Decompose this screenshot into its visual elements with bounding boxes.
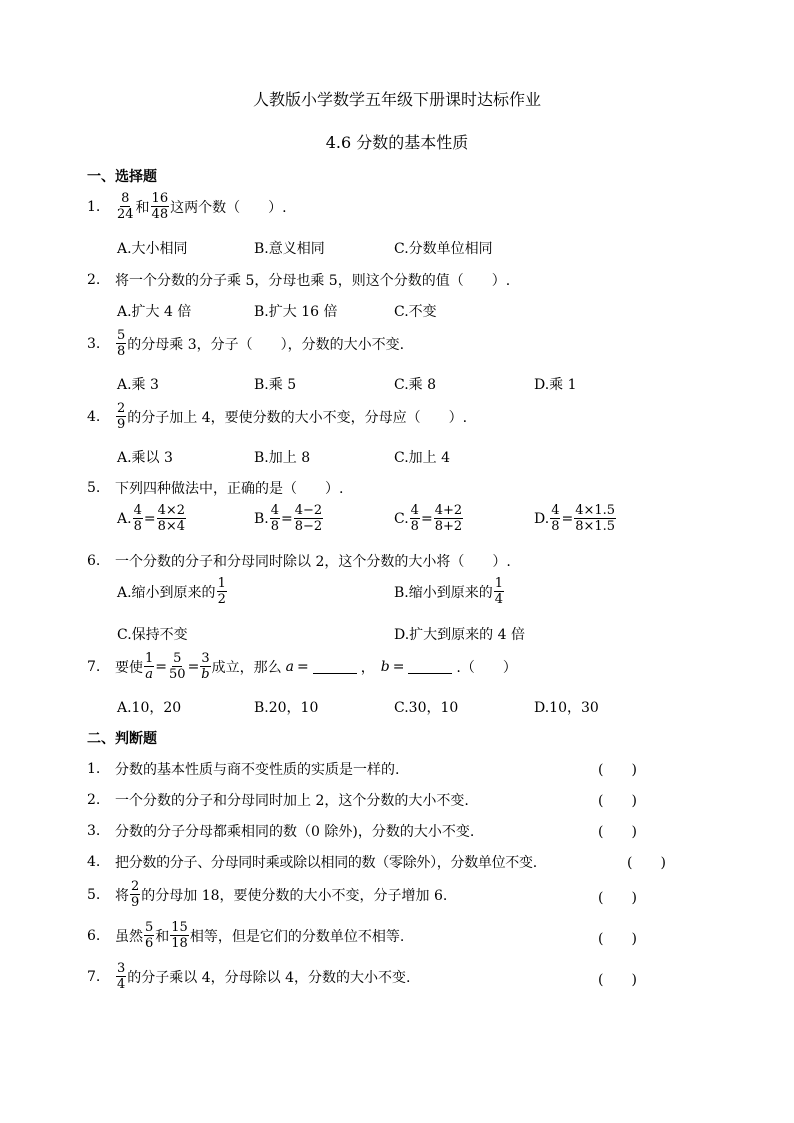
option-d: D.乘 1: [534, 377, 577, 393]
equals-sign: =: [143, 510, 156, 527]
answer-paren[interactable]: ( ): [627, 855, 666, 871]
question-text: 和: [135, 199, 150, 216]
option-b: [254, 503, 324, 534]
option-c: C.保持不变: [117, 627, 188, 643]
question-number: 6.: [87, 927, 101, 944]
denominator: 18: [171, 936, 188, 951]
judgement-2: [87, 790, 469, 810]
numerator: 4: [270, 503, 280, 518]
fraction: [116, 961, 126, 992]
fraction: [217, 576, 227, 607]
option-b: B.20，10: [254, 700, 319, 716]
denominator: b: [201, 667, 210, 682]
judgement-3: [87, 821, 474, 841]
page-title: 人教版小学数学五年级下册课时达标作业: [252, 90, 541, 109]
equals-sign: =: [561, 510, 574, 527]
numerator: 4×1.5: [575, 503, 616, 518]
fraction: [151, 191, 170, 222]
numerator: 1: [145, 651, 154, 666]
question-text: 相等，但是它们的分数单位不相等.: [189, 928, 405, 945]
fraction: [294, 503, 323, 534]
numerator: 3: [117, 961, 126, 976]
numerator: 16: [151, 191, 169, 206]
answer-blank-a[interactable]: [313, 659, 357, 674]
question-text: 虽然: [115, 928, 143, 945]
variable-b: b: [380, 658, 390, 675]
question-text: .（ ）: [456, 659, 517, 676]
fraction: [434, 503, 463, 534]
section-heading-choice: 一、选择题: [87, 169, 157, 185]
denominator: 4: [494, 592, 504, 607]
option-d: [534, 503, 617, 534]
question-number: 4.: [87, 408, 101, 425]
judgement-5: [87, 879, 447, 910]
numerator: 4: [551, 503, 560, 518]
denominator: 8: [551, 519, 560, 534]
equals-sign: =: [155, 658, 168, 675]
numerator: 8: [121, 191, 130, 206]
numerator: 3: [201, 651, 210, 666]
question-text: 要使: [115, 659, 143, 676]
question-text: 把分数的分子、分母同时乘或除以相同的数（零除外），分数单位不变.: [115, 855, 537, 871]
variable-a: a: [285, 658, 294, 675]
option-a: A.10，20: [117, 700, 182, 716]
question-text: 成立，那么: [211, 659, 282, 676]
question-text: 这两个数（ ）.: [170, 199, 287, 216]
question-text: 的分子乘以 4，分母除以 4，分数的大小不变.: [127, 969, 411, 986]
question-number: 5.: [87, 480, 101, 496]
option-label: B.: [254, 510, 269, 527]
fraction: [116, 328, 126, 359]
judgement-1: [87, 759, 399, 779]
option-label: D.: [534, 510, 550, 527]
denominator: 8: [117, 344, 126, 359]
answer-blank-b[interactable]: [408, 659, 452, 674]
denominator: 8: [410, 519, 419, 534]
option-a: A.扩大 4 倍: [117, 304, 192, 320]
question-text: 下列四种做法中，正确的是（ ）.: [115, 481, 344, 497]
option-b: B.意义相同: [254, 241, 325, 257]
numerator: 2: [117, 401, 126, 416]
denominator: 9: [117, 417, 126, 432]
question-number: 4.: [87, 854, 101, 870]
denominator: 4: [117, 977, 126, 992]
question-number: 7.: [87, 968, 101, 985]
fraction: [144, 651, 154, 682]
fraction: [550, 503, 560, 534]
section-heading-judgement: 二、判断题: [87, 731, 157, 747]
question-number: 2.: [87, 272, 101, 288]
fraction: [494, 576, 504, 607]
judgement-7: [87, 961, 410, 992]
denominator: 48: [151, 207, 169, 222]
numerator: 4×2: [157, 503, 186, 518]
option-text: A.缩小到原来的: [117, 584, 216, 601]
fraction: [168, 651, 187, 682]
denominator: 8: [133, 519, 142, 534]
option-b: [394, 576, 505, 607]
numerator: 5: [145, 920, 154, 935]
denominator: a: [145, 667, 154, 682]
numerator: 4+2: [434, 503, 463, 518]
option-d: D.10，30: [534, 700, 599, 716]
option-a: [117, 503, 187, 534]
option-b: B.扩大 16 倍: [254, 304, 338, 320]
fraction: [170, 920, 189, 951]
option-a: [117, 576, 228, 607]
denominator: 8+2: [434, 519, 463, 534]
question-text: 一个分数的分子和分母同时除以 2，这个分数的大小将（ ）.: [115, 554, 511, 570]
fraction: [574, 503, 616, 534]
denominator: 50: [169, 667, 186, 682]
numerator: 1: [494, 576, 504, 591]
numerator: 15: [171, 920, 188, 935]
fraction: [270, 503, 280, 534]
question-number: 3.: [87, 823, 101, 839]
question-text: 分数的分子分母都乘相同的数（0 除外)，分数的大小不变.: [115, 824, 475, 840]
fraction: [410, 503, 420, 534]
option-c: C.分数单位相同: [394, 241, 493, 257]
question-number: 3.: [87, 335, 101, 352]
answer-paren[interactable]: ( ): [598, 824, 637, 840]
fraction: [157, 503, 186, 534]
equals-sign: =: [281, 510, 293, 527]
option-label: C.: [394, 510, 409, 527]
equals-sign: =: [296, 658, 309, 675]
equals-sign: =: [420, 510, 433, 527]
fraction: [200, 651, 210, 682]
judgement-4: [87, 852, 537, 872]
question-number: 7.: [87, 658, 101, 675]
option-a: A.乘以 3: [117, 450, 173, 466]
option-d: D.扩大到原来的 4 倍: [394, 627, 525, 643]
question-number: 6.: [87, 553, 101, 569]
question-1: [87, 191, 287, 222]
option-a: A.乘 3: [117, 377, 159, 393]
numerator: 5: [173, 651, 182, 666]
numerator: 5: [117, 328, 126, 343]
option-c: C.加上 4: [394, 450, 451, 466]
denominator: 6: [145, 936, 154, 951]
fraction: [144, 920, 154, 951]
option-b: B.加上 8: [254, 450, 311, 466]
question-number: 5.: [87, 886, 101, 903]
option-c: C.30，10: [394, 700, 459, 716]
denominator: 8: [270, 519, 280, 534]
numerator: 2: [131, 879, 140, 894]
page-subtitle: 4.6 分数的基本性质: [325, 133, 469, 152]
question-text: 和: [155, 928, 170, 945]
separator: ，: [360, 659, 375, 676]
option-a: A.大小相同: [117, 241, 188, 257]
numerator: 1: [217, 576, 226, 591]
answer-paren[interactable]: ( ): [598, 972, 637, 988]
denominator: 8×1.5: [575, 519, 616, 534]
fraction: [130, 879, 140, 910]
judgement-6: [87, 920, 404, 951]
question-number: 1.: [87, 761, 101, 777]
fraction: [116, 401, 126, 432]
question-text: 的分子加上 4，要使分数的大小不变，分母应（ ）.: [127, 409, 468, 426]
equals-sign: =: [187, 658, 200, 675]
denominator: 8×4: [157, 519, 186, 534]
question-text: 的分母加 18，要使分数的大小不变，分子增加 6.: [141, 887, 448, 904]
question-4: [87, 401, 467, 432]
option-b: B.乘 5: [254, 377, 297, 393]
numerator: 4: [410, 503, 419, 518]
option-c: C.不变: [394, 304, 437, 320]
question-2: [87, 270, 510, 290]
answer-paren[interactable]: ( ): [598, 890, 637, 906]
question-text: 的分母乘 3，分子（ ），分数的大小不变.: [127, 336, 405, 353]
option-label: A.: [117, 510, 132, 527]
answer-paren[interactable]: ( ): [598, 762, 637, 778]
question-6: [87, 551, 511, 571]
option-c: C.乘 8: [394, 377, 437, 393]
denominator: 24: [117, 207, 134, 222]
equals-sign: =: [392, 658, 405, 675]
question-5: [87, 478, 343, 498]
question-text: 一个分数的分子和分母同时加上 2，这个分数的大小不变.: [115, 793, 469, 809]
question-7: [87, 651, 517, 682]
answer-paren[interactable]: ( ): [598, 793, 637, 809]
fraction: [133, 503, 143, 534]
denominator: 9: [131, 895, 140, 910]
question-number: 2.: [87, 792, 101, 808]
question-text: 将一个分数的分子乘 5，分母也乘 5，则这个分数的值（ ）.: [115, 273, 511, 289]
fraction: [116, 191, 135, 222]
question-number: 1.: [87, 198, 101, 215]
question-3: [87, 328, 404, 359]
numerator: 4: [133, 503, 142, 518]
denominator: 8−2: [294, 519, 323, 534]
option-text: B.缩小到原来的: [394, 584, 493, 601]
question-text: 分数的基本性质与商不变性质的实质是一样的.: [115, 762, 400, 778]
question-text: 将: [115, 887, 129, 904]
option-c: [394, 503, 464, 534]
answer-paren[interactable]: ( ): [598, 931, 637, 947]
denominator: 2: [217, 592, 226, 607]
numerator: 4−2: [294, 503, 323, 518]
